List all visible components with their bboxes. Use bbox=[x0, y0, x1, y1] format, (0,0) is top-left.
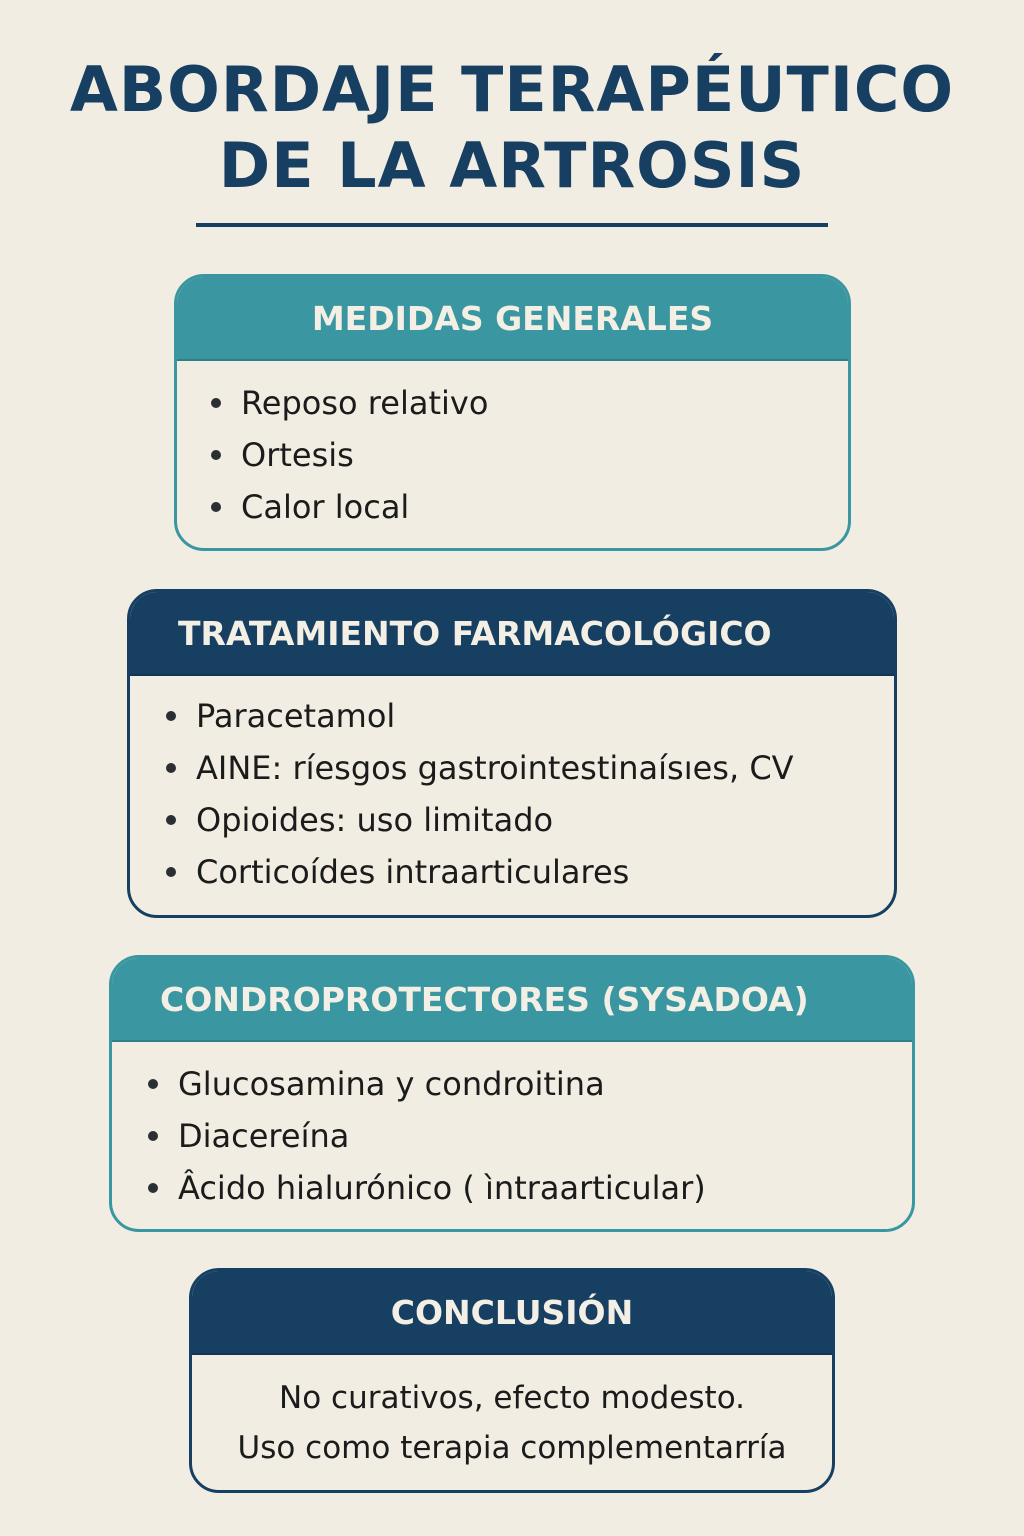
item-list bbox=[112, 1042, 912, 1214]
bullet-icon bbox=[148, 1079, 158, 1089]
card-conclusion bbox=[189, 1268, 835, 1493]
bullet-icon bbox=[148, 1183, 158, 1193]
conclusion-line-1: No curativos, efecto modesto. bbox=[279, 1380, 745, 1416]
list-item: Calor local bbox=[211, 481, 848, 533]
list-item: Ortesis bbox=[211, 429, 848, 481]
bullet-icon bbox=[148, 1131, 158, 1141]
card-header: TRATAMIENTO FARMACOLÓGICO bbox=[130, 592, 894, 676]
item-list bbox=[177, 361, 848, 533]
list-item: Corticoídes intraarticulares bbox=[166, 846, 894, 898]
bullet-icon bbox=[166, 763, 176, 773]
item-list bbox=[130, 676, 894, 898]
list-item: AINE: ríesgos gastrointestinaísıes, CV bbox=[166, 742, 894, 794]
card-tratamiento-farmacologico bbox=[127, 589, 897, 918]
card-medidas-generales bbox=[174, 274, 851, 551]
card-header: MEDIDAS GENERALES bbox=[177, 277, 848, 361]
bullet-icon bbox=[166, 815, 176, 825]
card-header: CONCLUSIÓN bbox=[192, 1271, 832, 1355]
title-line-2: DE LA ARTROSIS bbox=[218, 129, 806, 202]
bullet-icon bbox=[211, 450, 221, 460]
card-condroprotectores bbox=[109, 955, 915, 1232]
list-item: Âcido hialurónico ( ìntraarticular) bbox=[148, 1162, 912, 1214]
title-divider bbox=[196, 223, 828, 227]
bullet-icon bbox=[166, 867, 176, 877]
page-title bbox=[0, 52, 1024, 204]
list-item: Reposo relativo bbox=[211, 377, 848, 429]
card-header: CONDROPROTECTORES (SYSADOA) bbox=[112, 958, 912, 1042]
bullet-icon bbox=[211, 398, 221, 408]
conclusion-line-2: Uso como terapia complementarría bbox=[237, 1430, 787, 1466]
title-line-1: ABORDAJE TERAPÉUTICO bbox=[69, 53, 955, 126]
bullet-icon bbox=[211, 502, 221, 512]
list-item: Paracetamol bbox=[166, 690, 894, 742]
conclusion-text bbox=[192, 1355, 832, 1473]
list-item: Diacereína bbox=[148, 1110, 912, 1162]
bullet-icon bbox=[166, 711, 176, 721]
list-item: Opioides: uso limitado bbox=[166, 794, 894, 846]
list-item: Glucosamina y condroitina bbox=[148, 1058, 912, 1110]
